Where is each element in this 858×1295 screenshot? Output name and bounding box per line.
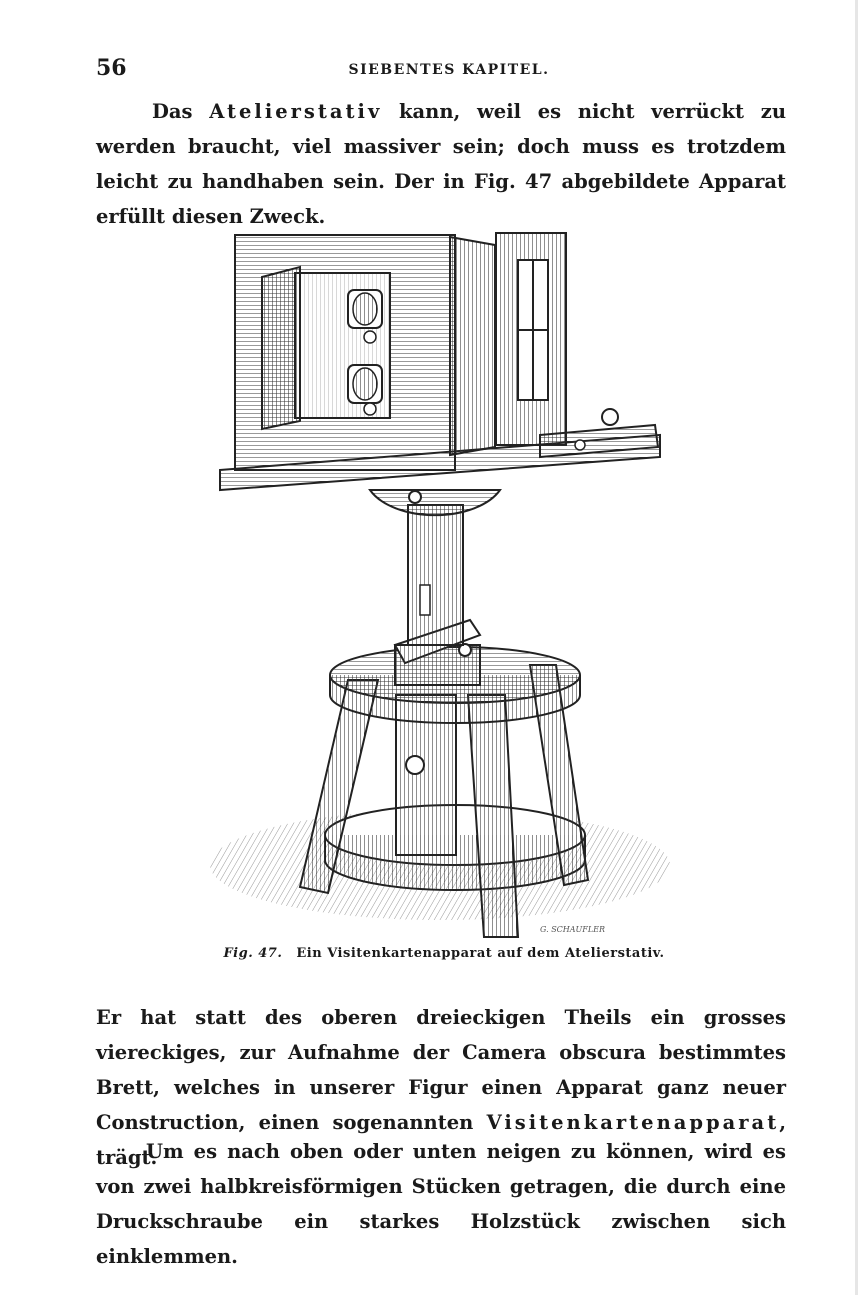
camera-stand-illustration [200,225,675,940]
page-number: 56 [96,55,127,81]
engraver-signature: G. SCHAUFLER [540,925,606,934]
paragraph-2-rest: , trägt. [96,1111,786,1169]
running-title: SIEBENTES KAPITEL. [348,62,550,78]
figure-caption [0,946,858,961]
semicircular-supports [370,490,500,515]
paragraph-1 [96,94,786,234]
camera-rear-section [450,233,566,455]
paragraph-3-text: Um es nach oben oder unten neigen zu können, wird es von zwei halbkreisförmigen Stücken getragen, die durch eine Druckschraube ein starkes Holzstück zwischen sich einklemmen. [96,1140,786,1268]
paragraph-2-spaced-term: Visitenkartenapparat [486,1111,780,1134]
paragraph-1-spaced-term: Atelierstativ [209,100,383,123]
paragraph-1-rest: kann, weil es nicht verrückt zu werden braucht, viel massiver sein; doch muss es trotzdem leicht zu handhaben sein. Der in Fig. 47 abgebildete Apparat erfüllt diesen Zweck. [96,100,786,228]
figure-caption-text: Ein Visitenkartenapparat auf dem Atelierstativ. [296,946,665,961]
paragraph-3 [96,1134,786,1274]
camera-box [235,235,455,470]
figure-caption-label: Fig. 47. [223,946,283,961]
central-post-upper [408,505,463,645]
paragraph-2-lead: Er hat statt des oberen dreieckigen Theils ein grosses viereckiges, zur Aufnahme der Camera obscura bestimmtes Brett, welches in unserer Figur einen Apparat ganz neuer Construction, einen sogenannten [96,1006,786,1134]
paragraph-1-lead: Das [152,100,210,123]
